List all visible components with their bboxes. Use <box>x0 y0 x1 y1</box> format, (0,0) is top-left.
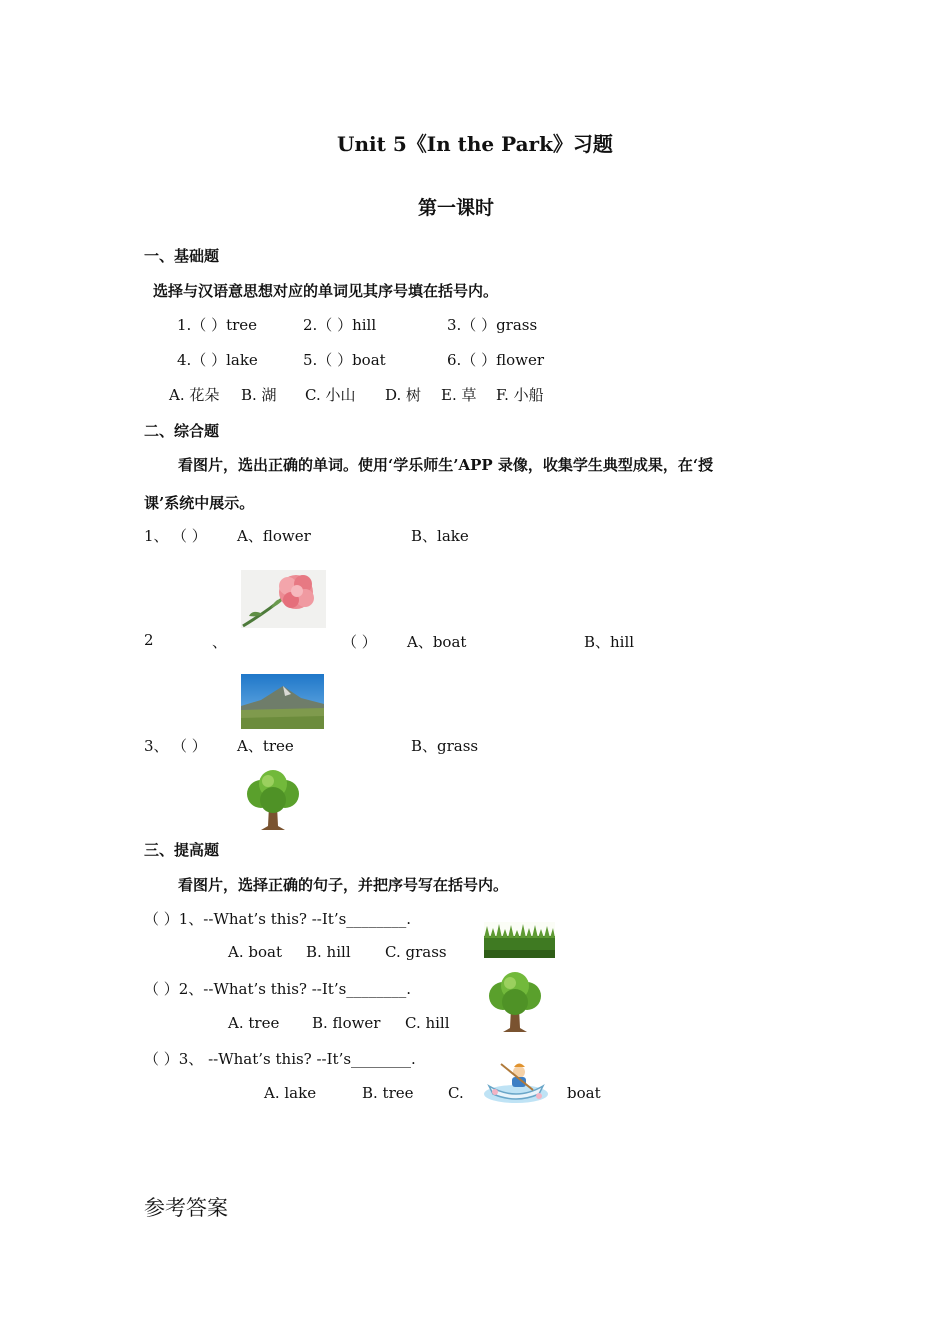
s3-q1-line: （ ）1、--What’s this? --It’s________. <box>144 910 412 928</box>
section3-instruction: 看图片，选择正确的句子，并把序号写在括号内。 <box>178 876 509 894</box>
s1-option-d: D. 树 <box>385 386 422 404</box>
section2-instruction-1: 看图片，选出正确的单词。使用‘学乐师生’APP 录像，收集学生典型成果，在‘授 <box>178 456 714 474</box>
carnation-image <box>241 570 326 628</box>
s2-q2-separator: 、 <box>212 633 228 651</box>
s1-item-6: 6.（ ）flower <box>447 351 545 369</box>
s2-q1-paren: （ ） <box>172 527 207 545</box>
s2-q1-number: 1、 <box>144 527 169 545</box>
tree-image <box>241 770 305 832</box>
section2-heading: 二、综合题 <box>144 422 220 440</box>
s1-option-f: F. 小船 <box>496 386 544 404</box>
s2-q3-option-b: B、grass <box>411 737 479 755</box>
s2-q3-number: 3、 <box>144 737 169 755</box>
section2-instruction-2: 课’系统中展示。 <box>144 494 255 512</box>
section1-heading: 一、基础题 <box>144 247 220 265</box>
s1-item-1: 1.（ ）tree <box>177 316 258 334</box>
s3-q3-trailing-text: boat <box>567 1084 601 1102</box>
s2-q2-number: 2 <box>144 631 154 649</box>
s2-q2-option-a: A、boat <box>407 633 467 651</box>
s1-item-4: 4.（ ）lake <box>177 351 258 369</box>
s3-q2-option-a: A. tree <box>228 1014 280 1032</box>
s1-option-b: B. 湖 <box>241 386 277 404</box>
s3-q3-option-a: A. lake <box>264 1084 317 1102</box>
s1-item-3: 3.（ ）grass <box>447 316 538 334</box>
lesson-subtitle: 第一课时 <box>417 197 494 219</box>
page-title: Unit 5《In the Park》习题 <box>337 132 613 156</box>
tree-image-2 <box>484 972 546 1034</box>
s1-item-5: 5.（ ）boat <box>303 351 386 369</box>
s1-option-a: A. 花朵 <box>169 386 220 404</box>
s2-q2-paren: （ ） <box>342 633 377 651</box>
s1-option-e: E. 草 <box>441 386 477 404</box>
s3-q1-option-c: C. grass <box>385 943 447 961</box>
s2-q2-option-b: B、hill <box>584 633 635 651</box>
section3-heading: 三、提高题 <box>144 841 220 859</box>
s3-q3-option-c: C. <box>448 1084 464 1102</box>
s1-item-2: 2.（ ）hill <box>303 316 377 334</box>
s2-q1-option-a: A、flower <box>237 527 311 545</box>
s2-q3-option-a: A、tree <box>237 737 294 755</box>
s1-option-c: C. 小山 <box>305 386 356 404</box>
s3-q1-option-a: A. boat <box>228 943 282 961</box>
s2-q3-paren: （ ） <box>172 737 207 755</box>
s3-q2-line: （ ）2、--What’s this? --It’s________. <box>144 980 412 998</box>
grass-image <box>484 922 555 958</box>
boat-image <box>481 1056 551 1106</box>
answer-heading: 参考答案 <box>144 1196 228 1220</box>
s3-q3-option-b: B. tree <box>362 1084 414 1102</box>
section1-instruction: 选择与汉语意思想对应的单词见其序号填在括号内。 <box>153 282 499 300</box>
s3-q3-line: （ ）3、 --What’s this? --It’s________. <box>144 1050 416 1068</box>
s2-q1-option-b: B、lake <box>411 527 469 545</box>
s3-q2-option-b: B. flower <box>312 1014 381 1032</box>
s3-q1-option-b: B. hill <box>306 943 351 961</box>
hill-image <box>241 674 324 729</box>
s3-q2-option-c: C. hill <box>405 1014 450 1032</box>
